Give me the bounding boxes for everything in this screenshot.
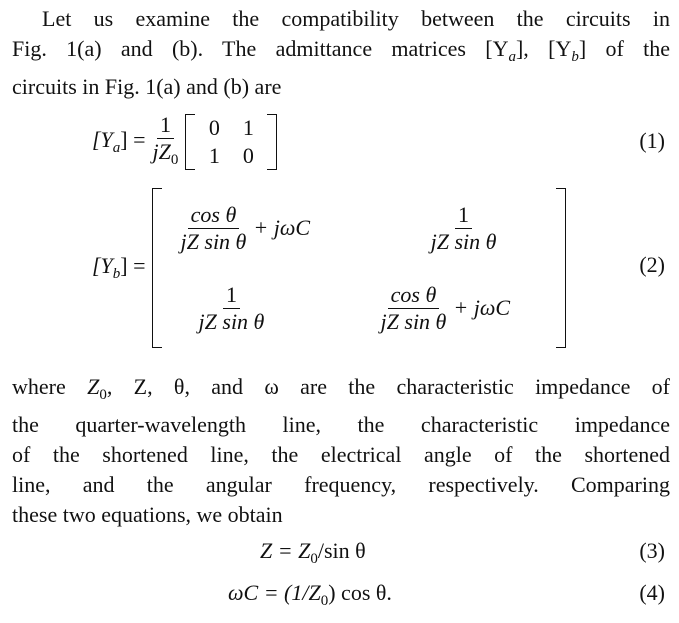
explanation-line-1: where $Z_0$, Z, θ, and ω are the characteristic impedance of — [12, 374, 670, 403]
eq2-cell-12: $\frac{1}{\text{jZ sin θ}}$ — [430, 201, 497, 254]
eq2-matrix — [152, 188, 566, 348]
equation-3 — [0, 536, 679, 570]
eq3-body: $Z = Z_0/\sin$ θ — [260, 538, 366, 567]
eq2-cell-22: $\frac{\text{cos θ}}{\text{jZ sin θ}}$ + jωC — [380, 281, 511, 334]
explanation-line-4: line, and the angular frequency, respectively. Comparing — [12, 472, 670, 497]
intro-line-1: Let us examine the compatibility between the circuits in — [42, 6, 670, 31]
intro-paragraph — [12, 4, 670, 102]
explanation-paragraph — [12, 372, 670, 530]
eq1-matrix: 0 1 1 0 — [185, 114, 277, 170]
eq1-coefficient: $\frac{1}{jZ_0}$ — [152, 111, 179, 168]
explanation-line-3: of the shortened line, the electrical angle of the shortened — [12, 442, 670, 467]
eq1-lhs: $[Y_a]$ = — [92, 127, 146, 156]
eq2-lhs: $[Y_b]$ = — [92, 253, 146, 282]
intro-line-2: Fig. 1(a) and (b). The admittance matrices $[Y_a]$, $[Y_b]$ of the — [12, 36, 670, 65]
eq2-cell-11: $\frac{\text{cos θ}}{\text{jZ sin θ}}$ + jωC — [180, 201, 311, 254]
equation-1 — [0, 104, 679, 180]
equation-4 — [0, 578, 679, 612]
equation-2 — [0, 188, 679, 348]
eq2-cell-21: $\frac{1}{\text{jZ sin θ}}$ — [198, 281, 265, 334]
intro-line-3: circuits in Fig. 1(a) and (b) are — [12, 74, 282, 99]
explanation-line-5: these two equations, we obtain — [12, 502, 283, 527]
eq3-number: (3) — [639, 538, 665, 563]
eq1-number: (1) — [639, 128, 665, 153]
eq2-number: (2) — [639, 252, 665, 277]
eq4-body: $\omega C = (1/Z_0)$ cos θ. — [228, 580, 392, 609]
explanation-line-2: the quarter-wavelength line, the characteristic impedance — [12, 412, 670, 437]
eq4-number: (4) — [639, 580, 665, 605]
